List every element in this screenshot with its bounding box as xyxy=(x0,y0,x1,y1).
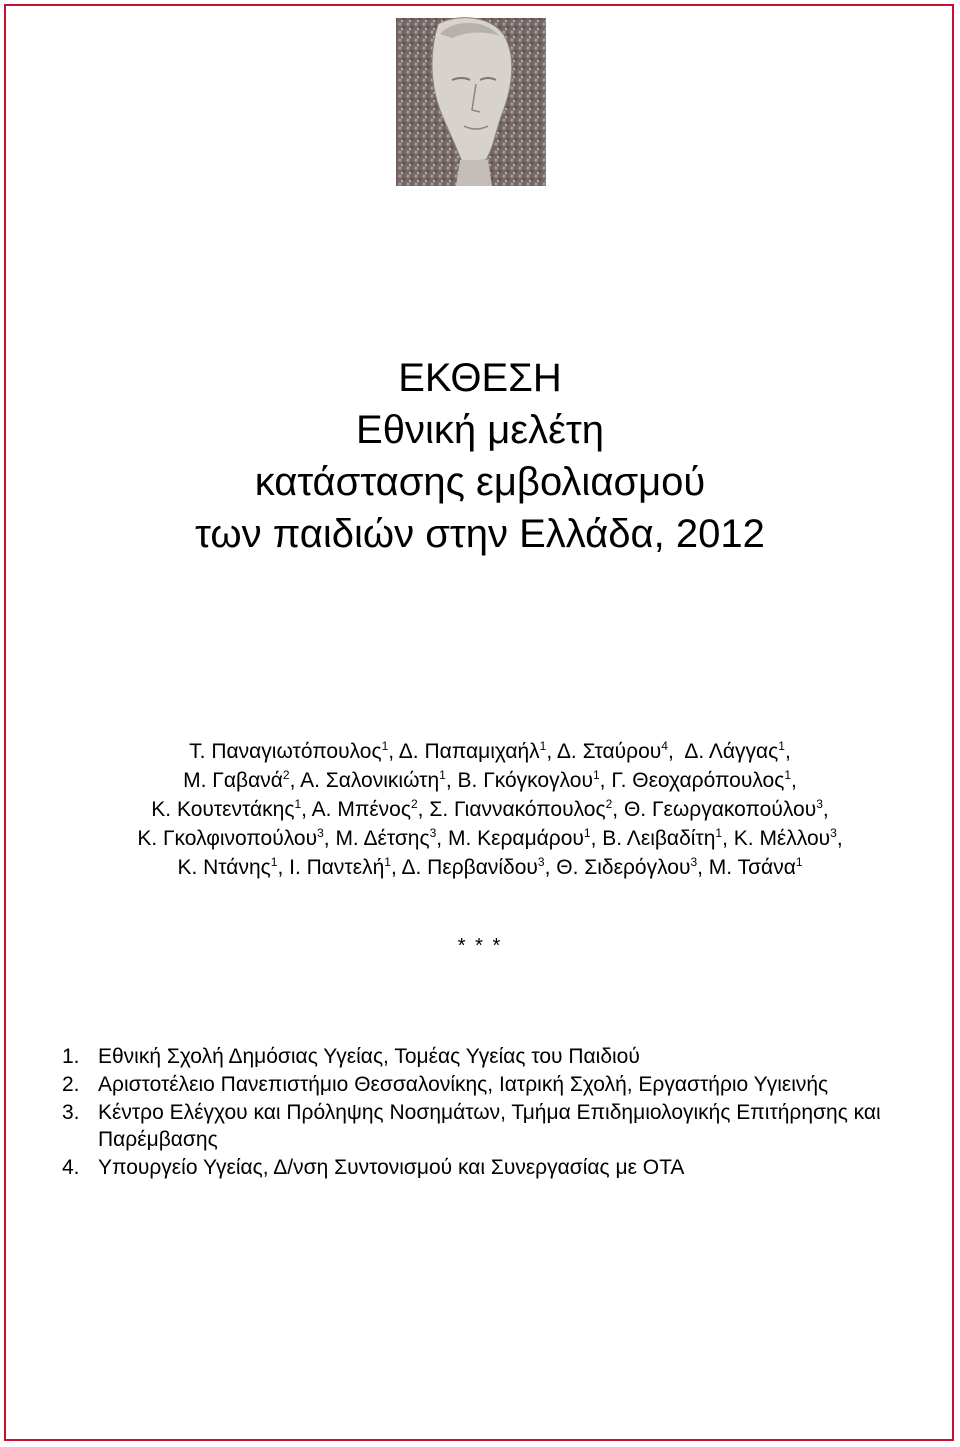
affiliation-item xyxy=(62,1071,932,1098)
affiliation-number: 4. xyxy=(62,1156,80,1179)
author-line xyxy=(80,737,900,766)
author: Β. Γκόγκογλου$^1$, xyxy=(457,768,612,792)
author: Κ. Ντάνης$^1$, xyxy=(177,855,290,879)
author: Κ. Γκολφινοπούλου$^3$, xyxy=(137,826,336,850)
author: Α. Μπένος$^2$, xyxy=(311,797,430,821)
author-line xyxy=(80,824,900,853)
author-line xyxy=(80,795,900,824)
authors-list xyxy=(80,737,900,882)
author: Ι. Παντελή$^1$, xyxy=(289,855,402,879)
section-separator: * * * xyxy=(457,935,503,957)
author: Μ. Γαβανά$^2$, xyxy=(183,768,301,792)
affiliation-text: Υπουργείο Υγείας, Δ/νση Συντονισμού και Συνεργασίας με ΟΤΑ xyxy=(98,1156,685,1179)
affiliation-number: 1. xyxy=(62,1045,80,1068)
author: Θ. Γεωργακοπούλου$^3$, xyxy=(623,797,829,821)
author: Μ. Δέτσης$^3$, xyxy=(335,826,448,850)
institution-logo xyxy=(390,14,550,192)
page-border xyxy=(4,4,954,1441)
author: Δ. Περβανίδου$^3$, xyxy=(401,855,557,879)
author: Γ. Θεοχαρόπουλος$^1$, xyxy=(611,768,797,792)
author: Σ. Γιαννακόπουλος$^2$, xyxy=(429,797,624,821)
author: Μ. Τσάνα$^1$ xyxy=(708,855,803,879)
affiliation-item xyxy=(62,1099,932,1153)
author: Δ. Λάγγας$^1$, xyxy=(684,739,791,763)
author: Μ. Κεραμάρου$^1$, xyxy=(447,826,603,850)
author: Α. Σαλονικιώτη$^1$, xyxy=(300,768,458,792)
affiliation-item xyxy=(62,1043,932,1070)
author-line xyxy=(80,853,900,882)
affiliation-text: Αριστοτέλειο Πανεπιστήμιο Θεσσαλονίκης, Ιατρική Σχολή, Εργαστήριο Υγιεινής xyxy=(98,1073,829,1096)
author: Κ. Κουτεντάκης$^1$, xyxy=(151,797,312,821)
author: Δ. Παπαμιχαήλ$^1$, xyxy=(398,739,557,763)
author: Θ. Σιδερόγλου$^3$, xyxy=(556,855,709,879)
affiliation-number: 3. xyxy=(62,1101,80,1124)
title-line: ΕΚΘΕΣΗ xyxy=(398,356,562,400)
author: Δ. Σταύρου$^4$, xyxy=(556,739,685,763)
author: Β. Λειβαδίτη$^1$, xyxy=(602,826,734,850)
affiliation-text: Εθνική Σχολή Δημόσιας Υγείας, Τομέας Υγείας του Παιδιού xyxy=(98,1045,640,1068)
affiliation-item xyxy=(62,1154,932,1181)
author-line xyxy=(80,766,900,795)
author: Τ. Παναγιωτόπουλος$^1$, xyxy=(189,739,399,763)
affiliation-text: Κέντρο Ελέγχου και Πρόληψης Νοσημάτων, Τμήμα Επιδημιολογικής Επιτήρησης και Παρέμβασης xyxy=(98,1101,881,1151)
title-line: Εθνική μελέτη xyxy=(356,408,604,452)
author: Κ. Μέλλου$^3$, xyxy=(733,826,843,850)
report-title xyxy=(0,352,960,560)
affiliations-list xyxy=(62,1043,932,1182)
title-line: κατάστασης εμβολιασμού xyxy=(254,460,706,504)
affiliation-number: 2. xyxy=(62,1073,80,1096)
title-line: των παιδιών στην Ελλάδα, 2012 xyxy=(195,512,765,556)
